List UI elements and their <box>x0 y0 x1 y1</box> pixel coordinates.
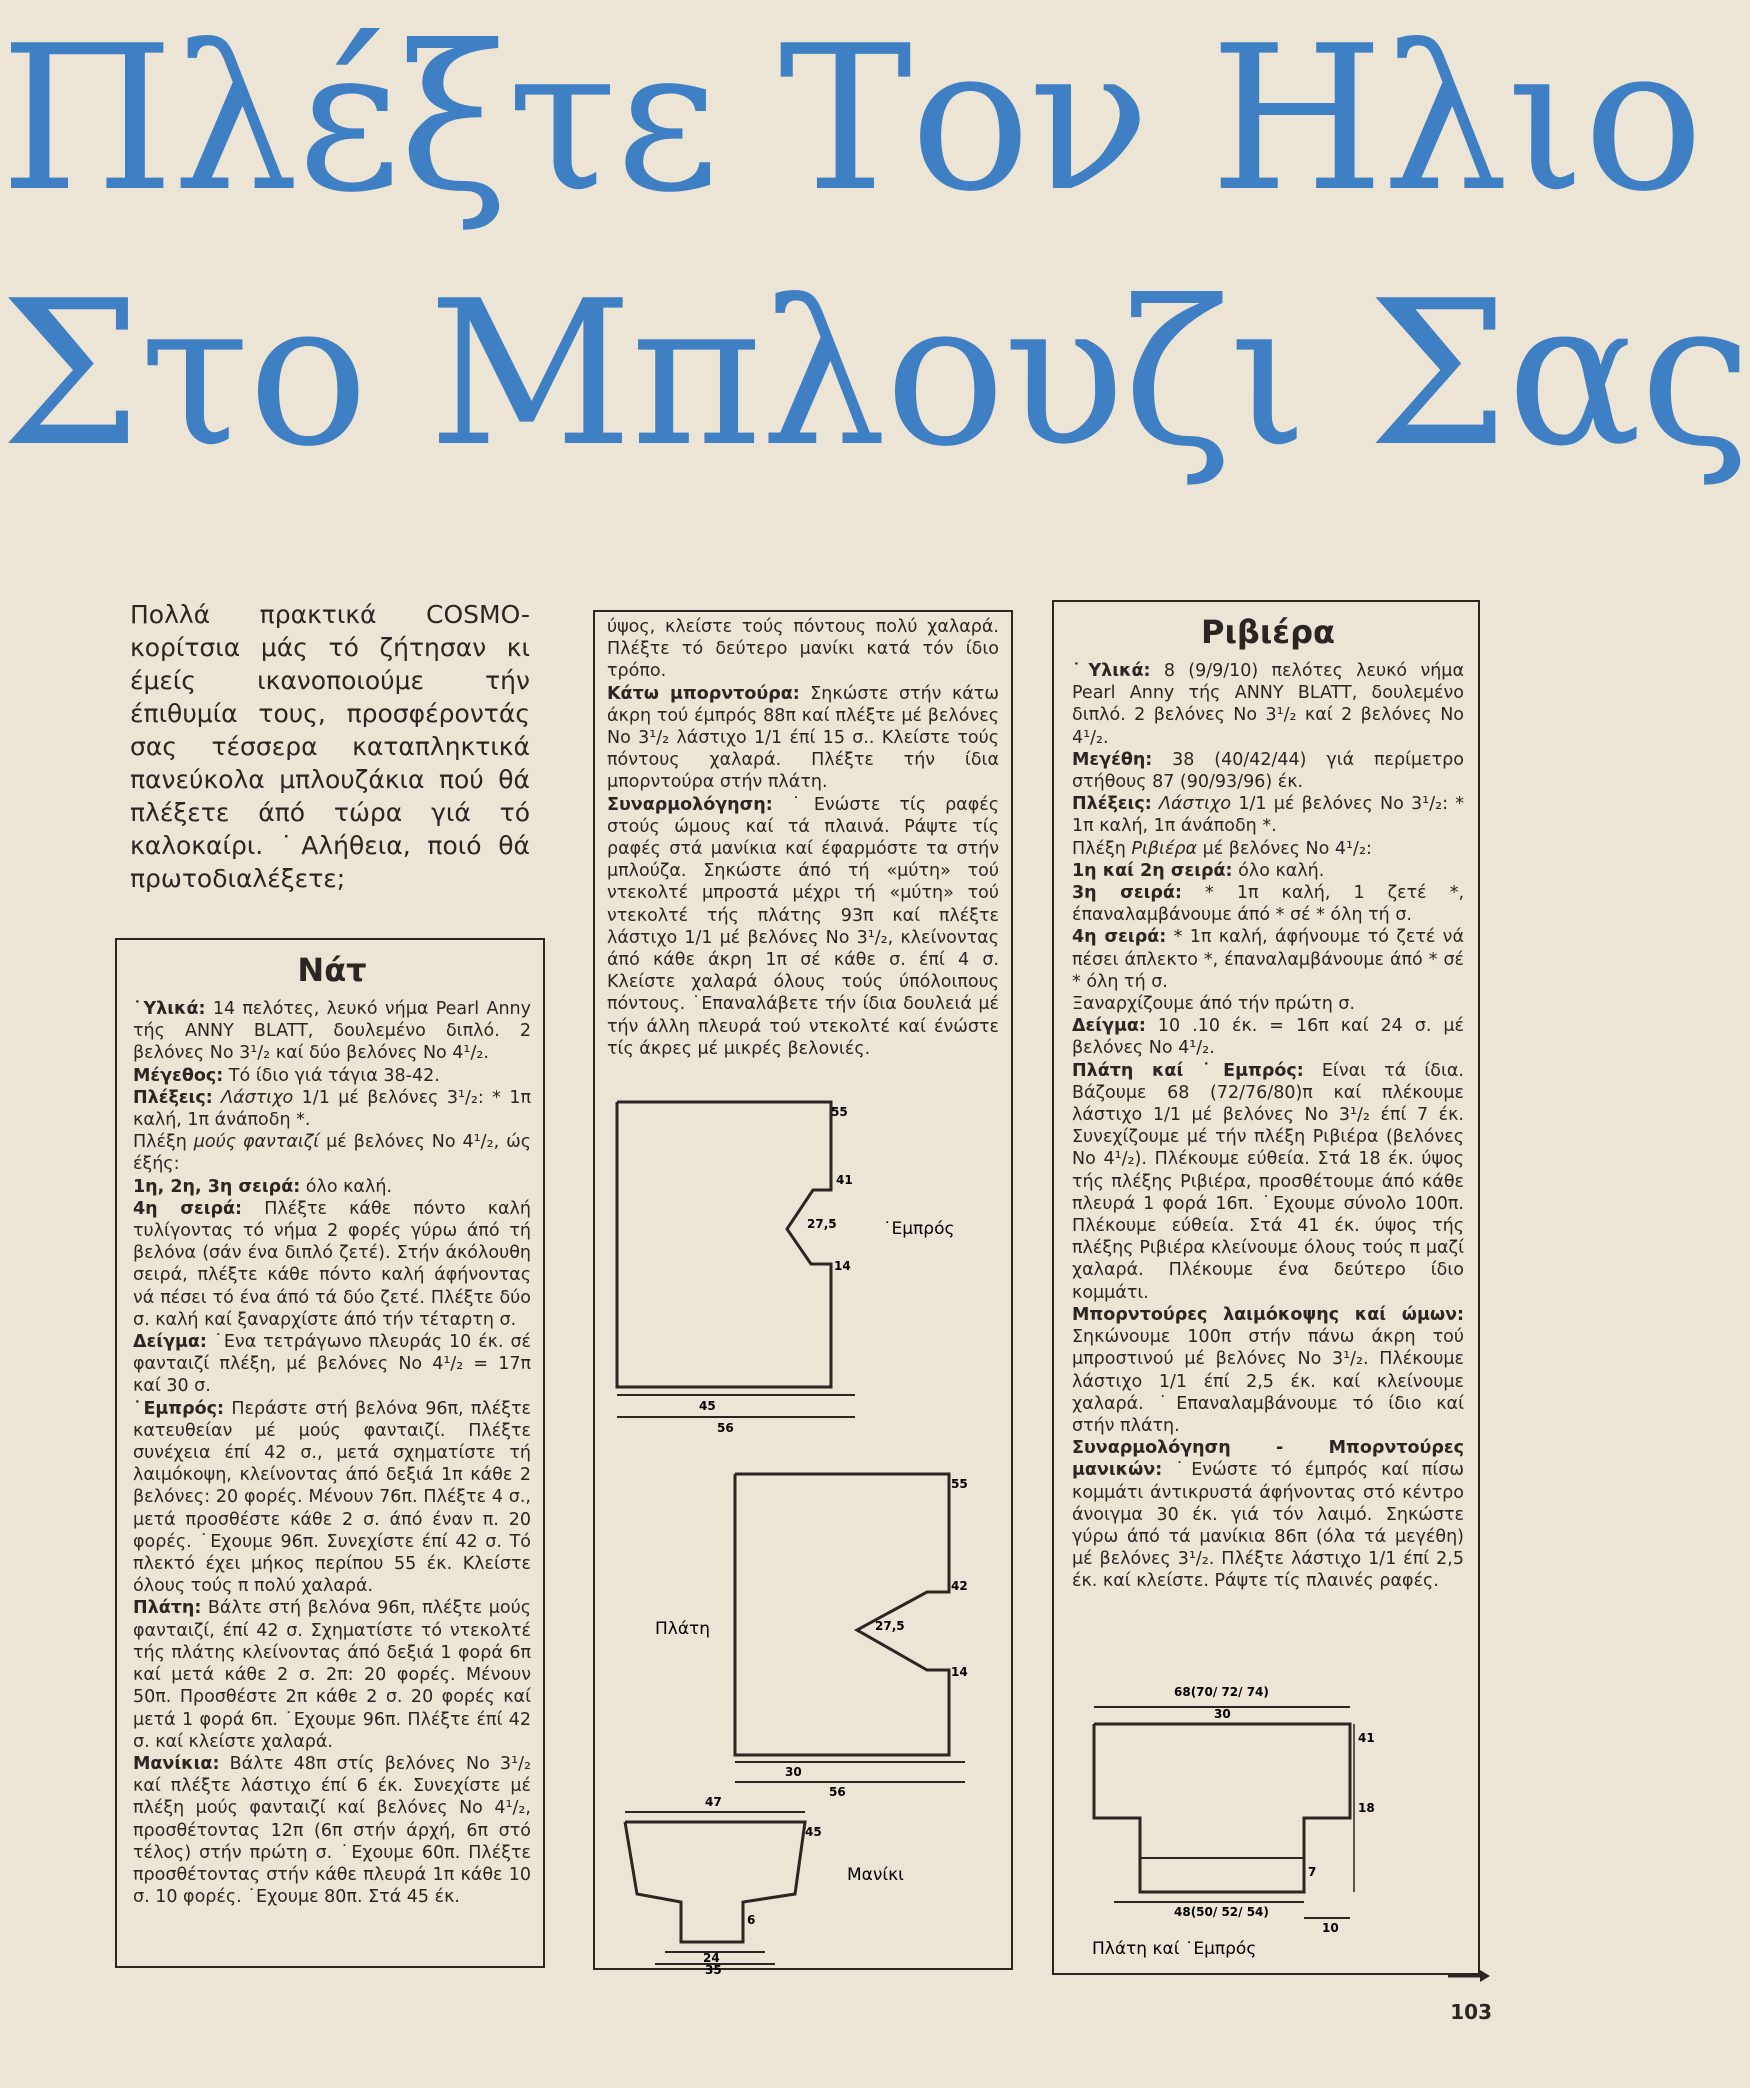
front-dim-275: 27,5 <box>807 1217 837 1231</box>
nat-paragraph <box>133 1087 531 1131</box>
riviera-text: Πλέξη <box>1072 838 1132 859</box>
continue-arrow-icon <box>1446 1968 1492 1984</box>
sleeve-label: Μανίκι <box>847 1865 904 1885</box>
sleeve-dim-24: 24 <box>703 1951 720 1965</box>
riviera-text: 38 (40/42/44) γιά περίμετρο στήθους 87 (90/93/96) έκ. <box>1072 749 1464 793</box>
sleeve-piece <box>625 1812 805 1964</box>
back-dim-55: 55 <box>951 1477 968 1491</box>
nat-heading: Νάτ <box>297 951 367 989</box>
nat-label: ˙Εμπρός: <box>133 1398 225 1419</box>
nat-text: Πλέξτε κάθε πόντο καλή τυλίγοντας τό νήμα 2 φορές γύρω άπό τή βελόνα (σάν ένα διπλό ζετέ). Στήν άκόλουθη σειρά, πλέξτε κάθε πόντο καλή άφήνοντας νά πέσει τό ένα άπό τά δύο ζετέ. Πλέξτε δύο σ. καλή καί ξαναρχίστε άπό τήν τέταρτη σ. <box>133 1198 531 1330</box>
riviera-label: 3η σειρά: <box>1072 883 1182 904</box>
nat-text: 14 πελότες, λευκό νήμα Pearl Anny τής ANNY BLATT, δουλεμένο διπλό. 2 βελόνες Νο 3¹/₂ καί δύο βελόνες Νο 4¹/₂. <box>133 999 531 1064</box>
riviera-label: Πλάτη καί ˙Εμπρός: <box>1072 1060 1304 1081</box>
nat-emphasis: Λάστιχο <box>212 1087 294 1108</box>
intro-text: Πολλά πρακτικά COSMO-κορίτσια μάς τό ζήτησαν κι έμείς ικανοποιούμε τήν έπιθυμία τους, προσφέροντάς σας τέσσερα καταπληκτικά πανεύκολα μπλουζάκια πού θά πλέξετε άπό τώρα γιά τό καλοκαίρι. ˙Αλήθεια, ποιό θά πρωτοδιαλέξετε; <box>130 600 530 893</box>
nat-text: Βάλτε 48π στίς βελόνες Νο 3¹/₂ καί πλέξτε λάστιχο έπί 6 έκ. Συνεχίστε μέ πλέξη μούς φανταιζί καί βελόνες Νο 4¹/₂, προσθέτοντας 12π (6π στήν άρχή, 6π στό τέλος) στήν πρώτη σ. ˙Εχουμε 60π. Πλέξτε προσθέτοντας στήν κάθε πλευρά 1π κάθε 10 σ. 10 φορές. ˙Εχουμε 80π. Στά 45 έκ. <box>133 1753 531 1908</box>
riviera-label: Δείγμα: <box>1072 1016 1146 1037</box>
riviera-text: Σηκώνουμε 100π στήν πάνω άκρη τού μπροστινού μέ βελόνες Νο 3¹/₂. Πλέκουμε λάστιχο 1/1 έπί 2,5 έκ. καί κλείνουμε χαλαρά. ˙Επαναλαμβάνουμε τό ίδιο καί στήν πλάτη. <box>1072 1327 1464 1436</box>
back-label: Πλάτη <box>655 1619 711 1639</box>
front-dim-45: 45 <box>699 1399 716 1413</box>
nat-label: 1η, 2η, 3η σειρά: <box>133 1176 301 1197</box>
sleeve-dim-6: 6 <box>747 1913 756 1927</box>
front-label: ˙Εμπρός <box>883 1219 955 1239</box>
nat-paragraph <box>133 1198 531 1331</box>
nat-label: 4η σειρά: <box>133 1198 243 1219</box>
front-dim-56: 56 <box>717 1421 734 1435</box>
riviera-label: 4η σειρά: <box>1072 927 1167 948</box>
riviera-heading: Ριβιέρα <box>1201 613 1335 651</box>
nat-text: Περάστε στή βελόνα 96π, πλέξτε κατευθείαν μέ μούς φανταιζί. Πλέξτε συνέχεια έπί 42 σ., μετά σχηματίστε τή λαιμόκοψη, κλείνοντας άπό δεξιά 1π κάθε 2 βελόνες: 20 φορές. Μένουν 76π. Πλέξτε 4 σ., μετά προσθέστε κάθε 2 σ. άπό έναν π. 20 φορές. ˙Εχουμε 96π. Συνεχίστε έπί 42 σ. Τό πλεκτό έχει μήκος περίπου 55 έκ. Κλείστε όλους τούς π πολύ χαλαρά. <box>133 1398 531 1597</box>
nat-paragraph <box>133 1597 531 1752</box>
nat-text: Πλέξη <box>133 1132 194 1153</box>
sleeve-dim-45: 45 <box>805 1825 822 1839</box>
riviera-label: Μεγέθη: <box>1072 749 1153 770</box>
nat-body <box>133 998 531 1908</box>
riviera-text: Ξαναρχίζουμε άπό τήν πρώτη σ. <box>1072 994 1355 1015</box>
riviera-label: Μπορντούρες λαιμόκοψης καί ώμων: <box>1072 1304 1464 1325</box>
title-line-2: Στο Μπλουζι Σας <box>0 258 1750 491</box>
riviera-emphasis: Ριβιέρα <box>1131 838 1198 859</box>
diagram-riviera <box>1054 602 1482 1977</box>
middle-text: ˙Ενώστε τίς ραφές στούς ώμους καί τά πλαινά. Ράψτε τίς ραφές στά μανίκια καί έφαρμόστε τα στήν μπλούζα. Σηκώστε άπό τή «μύτη» τού ντεκολτέ μπροστά μέχρι τή «μύτη» τού ντεκολτέ τής πλάτης 93π καί πλέξτε λάστιχο 1/1 μέ βελόνες Νο 3¹/₂, κλείνοντας άπό κάθε άκρη 1π σέ κάθε σ. έπί 4 σ. Κλείστε χαλαρά όλους τούς ύπόλοιπους πόντους. ˙Επαναλάβετε τήν ίδια δουλειά μέ τήν άλλη πλευρά τού ντεκολτέ καί ένώστε τίς άκρες μέ μικρές βελονιές. <box>607 794 999 1059</box>
nat-paragraph <box>133 1398 531 1598</box>
front-dim-55: 55 <box>831 1105 848 1119</box>
riviera-text: 1/1 μέ βελόνες Νο 3¹/₂: * 1π καλή, 1π άνάποδη *. <box>1072 794 1464 837</box>
back-dim-30: 30 <box>785 1765 802 1779</box>
back-dim-14: 14 <box>951 1665 968 1679</box>
riviera-text: * 1π καλή, άφήνουμε τό ζετέ νά πέσει άπλεκτο *, έπαναλαμβάνουμε άπό * σέ * όλη τή σ. <box>1072 927 1464 992</box>
riviera-dim-41: 41 <box>1358 1731 1375 1745</box>
nat-label: Μανίκια: <box>133 1753 220 1774</box>
nat-text: Τό ίδιο γιά τάγια 38-42. <box>223 1065 440 1086</box>
nat-paragraph <box>133 1176 531 1198</box>
nat-label: Πλέξεις: <box>133 1087 213 1108</box>
riviera-diagram-label: Πλάτη καί ˙Εμπρός <box>1092 1939 1257 1959</box>
nat-text: Βάλτε στή βελόνα 96π, πλέξτε μούς φανταιζί, έπί 42 σ. Σχηματίστε τό ντεκολτέ τής πλάτης κλείνοντας άπό δεξιά 1 φορά 6π καί μετά κάθε 2 σ. 2π: 20 φορές. Μένουν 50π. Προσθέστε 2π κάθε 2 σ. 20 φορές καί μετά 1 φορά 6π. ˙Εχουμε 96π. Πλέξτε έπί 42 σ. καί κλείστε χαλαρά. <box>133 1598 531 1752</box>
back-dim-56: 56 <box>829 1785 846 1799</box>
nat-label: Δείγμα: <box>133 1332 207 1353</box>
sleeve-dim-47: 47 <box>705 1795 722 1809</box>
nat-paragraph <box>133 1331 531 1398</box>
nat-label: ˙Υλικά: <box>133 999 206 1019</box>
nat-paragraph <box>133 1131 531 1175</box>
riviera-piece <box>1094 1707 1354 1918</box>
sleeve-dim-35: 35 <box>705 1963 722 1977</box>
riviera-text: ˙Ενώστε τό έμπρός καί πίσω κομμάτι άντικρυστά άφήνοντας στό κέντρο άνοιγμα 30 έκ. γιά τόν λαιμό. Σηκώστε γύρω άπό τά μανίκια 86π (όλα τά μεγέθη) μέ βελόνες 3¹/₂. Πλέξτε λάστιχο 1/1 έπί 2,5 έκ. καί κλείστε. Ράψτε τίς πλαινές ραφές. <box>1072 1460 1464 1592</box>
page-number: 103 <box>1450 2000 1492 2024</box>
riviera-dim-30: 30 <box>1214 1707 1231 1721</box>
riviera-text: * 1π καλή, 1 ζετέ *, έπαναλαμβάνουμε άπό * σέ * όλη τή σ. <box>1072 883 1465 926</box>
back-piece <box>735 1474 965 1782</box>
nat-text: 1/1 μέ βελόνες 3¹/₂: * 1π καλή, 1π άνάποδη *. <box>133 1087 531 1131</box>
front-dim-41: 41 <box>836 1173 853 1187</box>
middle-text: ύψος, κλείστε τούς πόντους πολύ χαλαρά. Πλέξτε τό δεύτερο μανίκι κατά τόν ίδιο τρόπο. <box>607 617 999 682</box>
back-dim-275: 27,5 <box>875 1619 905 1633</box>
riviera-pattern-box <box>1052 600 1480 1975</box>
riviera-label: ˙Υλικά: <box>1072 661 1151 681</box>
nat-paragraph <box>133 1753 531 1908</box>
riviera-text: 8 (9/9/10) πελότες λευκό νήμα Pearl Anny τής ANNY BLATT, δουλεμένο διπλό. 2 βελόνες Νο 3¹/₂ καί 2 βελόνες Νο 4¹/₂. <box>1072 661 1464 748</box>
riviera-dim-7: 7 <box>1308 1865 1317 1879</box>
middle-label: Συναρμολόγηση: <box>607 794 773 815</box>
riviera-text: 10 .10 έκ. = 16π καί 24 σ. μέ βελόνες Νο 4¹/₂. <box>1072 1016 1464 1059</box>
nat-paragraph <box>133 1065 531 1087</box>
riviera-label: 1η καί 2η σειρά: <box>1072 860 1233 881</box>
diagram-front <box>595 612 1015 1977</box>
riviera-emphasis: Λάστιχο <box>1151 794 1232 815</box>
middle-text: Σηκώστε στήν κάτω άκρη τού έμπρός 88π καί πλέξτε μέ βελόνες Νο 3¹/₂ λάστιχο 1/1 έπί 15 σ.. Κλείστε τούς πόντους χαλαρά. Πλέξτε τήν ίδια μπορντούρα στήν πλάτη. <box>607 683 999 793</box>
riviera-label: Πλέξεις: <box>1072 794 1152 815</box>
front-dim-14: 14 <box>834 1259 851 1273</box>
riviera-dim-bottom: 48(50/ 52/ 54) <box>1174 1905 1269 1919</box>
riviera-dim-18: 18 <box>1358 1801 1375 1815</box>
riviera-text: όλο καλή. <box>1232 860 1325 881</box>
nat-text: ˙Ενα τετράγωνο πλευράς 10 έκ. σέ φανταιζί πλέξη, μέ βελόνες Νο 4¹/₂ = 17π καί 30 σ. <box>133 1332 531 1397</box>
middle-label: Κάτω μπορντούρα: <box>607 683 800 704</box>
nat-text: μέ βελόνες Νο 4¹/₂, ώς έξής: <box>133 1132 532 1175</box>
back-dim-42: 42 <box>951 1579 968 1593</box>
riviera-text: Είναι τά ίδια. Βάζουμε 68 (72/76/80)π καί πλέκουμε λάστιχο 1/1 μέ βελόνες Νο 3¹/₂ έπί 7 έκ. Συνεχίζουμε μέ τήν πλέξη Ριβιέρα (βελόνες Νο 4¹/₂). Πλέκουμε εύθεία. Στά 18 έκ. ύψος τής πλέξης Ριβιέρα, προσθέτουμε άπό κάθε πλευρά 1 φορά 16π. ˙Εχουμε σύνολο 100π. Πλέκουμε εύθεία. Στά 41 έκ. ύψος τής πλέξης Ριβιέρα κλείνουμε όλους τούς π μαζί χαλαρά. Πλέκουμε ένα δεύτερο ίδιο κομμάτι. <box>1072 1060 1464 1303</box>
nat-paragraph <box>133 998 531 1065</box>
nat-label: Μέγεθος: <box>133 1065 224 1086</box>
title-line-1: Πλέξτε Τον Ηλιο <box>0 3 1702 236</box>
nat-pattern-box <box>115 938 545 1968</box>
riviera-dim-10: 10 <box>1322 1921 1339 1935</box>
riviera-text: μέ βελόνες Νο 4¹/₂: <box>1197 838 1372 859</box>
middle-column-box <box>593 610 1013 1977</box>
front-piece <box>617 1102 855 1417</box>
nat-label: Πλάτη: <box>133 1598 202 1619</box>
nat-text: όλο καλή. <box>300 1176 392 1197</box>
riviera-dim-top: 68(70/ 72/ 74) <box>1174 1685 1269 1699</box>
riviera-label: Συναρμολόγηση - Μπορντούρες μανικών: <box>1072 1438 1464 1481</box>
nat-emphasis: μούς φανταιζί <box>193 1132 320 1153</box>
